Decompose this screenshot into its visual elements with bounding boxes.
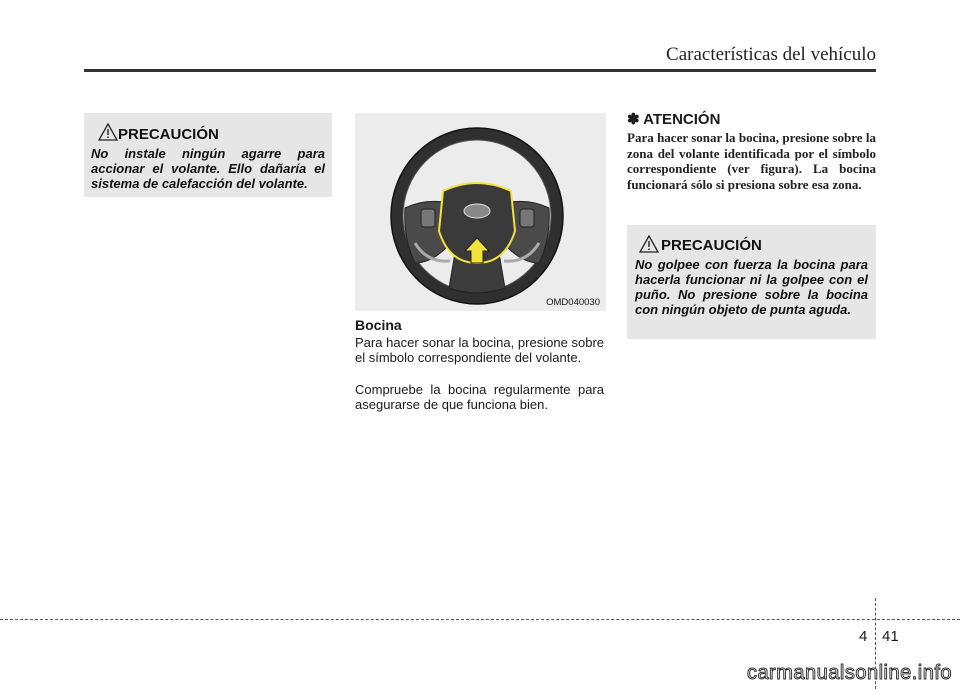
figure-code: OMD040030 xyxy=(546,297,600,308)
watermark: carmanualsonline.info xyxy=(746,662,952,684)
page-header-title: Características del vehículo xyxy=(666,44,876,65)
horn-paragraph-2: Compruebe la bocina regularmente para asegurarse de que funciona bien. xyxy=(355,382,604,412)
caution-box-right xyxy=(627,225,876,339)
note-title: ✽ ATENCIÓN xyxy=(627,111,721,128)
caution-box-left xyxy=(84,113,332,197)
caution-title: PRECAUCIÓN xyxy=(118,126,219,143)
footer-rule xyxy=(0,619,960,620)
steering-wheel-figure xyxy=(355,113,606,311)
section-title-horn: Bocina xyxy=(355,317,402,333)
note-text: Para hacer sonar la bocina, presione sobre la zona del volante identificada por el símbolo correspondiente (ver figura). La bocina funcionará sólo si presiona sobre esa zona. xyxy=(627,130,876,192)
header-rule xyxy=(84,69,876,72)
caution-text: No instale ningún agarre para accionar el volante. Ello dañaría el sistema de calefacción del volante. xyxy=(91,146,325,191)
horn-paragraph-1: Para hacer sonar la bocina, presione sobre el símbolo correspondiente del volante. xyxy=(355,335,604,365)
chapter-number: 4 xyxy=(859,628,868,645)
warning-triangle-icon xyxy=(639,235,659,253)
caution-text: No golpee con fuerza la bocina para hacerla funcionar ni la golpee con el puño. No presione sobre la bocina con ningún objeto de punta aguda. xyxy=(635,257,868,317)
steering-wheel-illustration xyxy=(355,113,606,311)
caution-title: PRECAUCIÓN xyxy=(661,237,762,254)
warning-triangle-icon xyxy=(98,123,118,141)
page-number: 41 xyxy=(882,628,899,645)
